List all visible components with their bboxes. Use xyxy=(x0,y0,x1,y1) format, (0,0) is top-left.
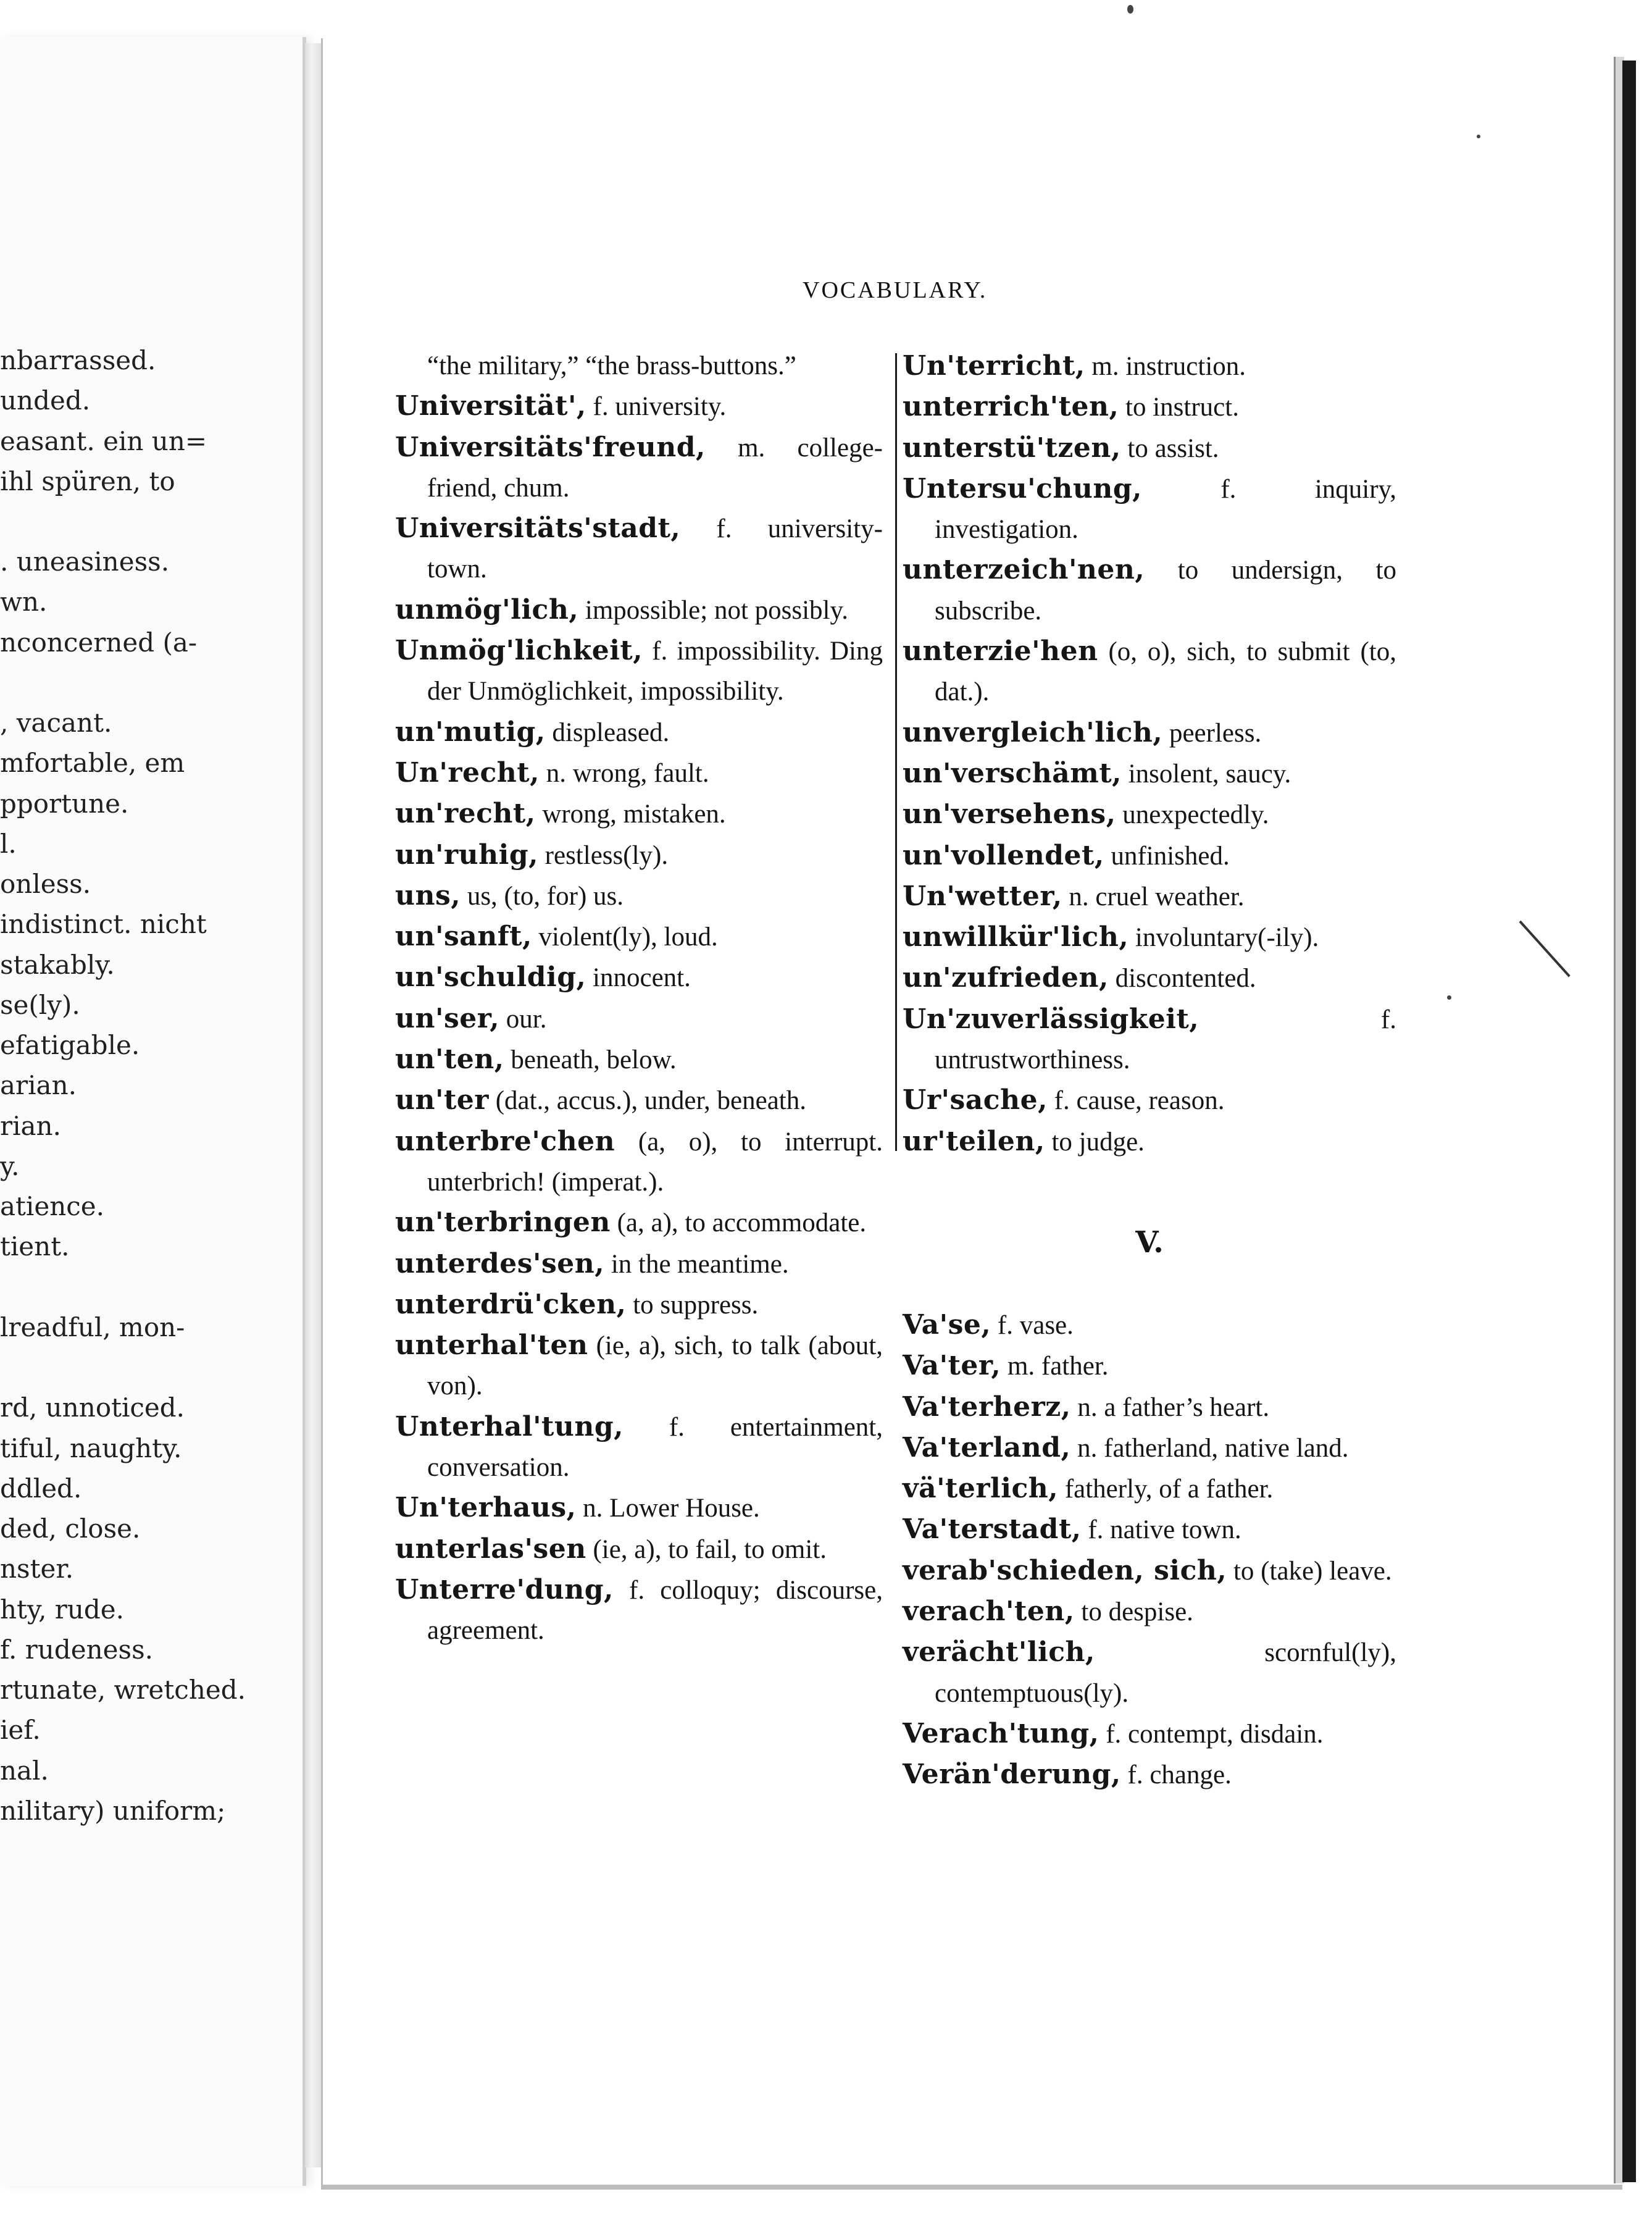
headword: un'vollendet, xyxy=(903,839,1104,871)
headword: Va'se, xyxy=(903,1308,991,1341)
definition: n. cruel weather. xyxy=(1062,882,1245,911)
definition: to (take) leave. xyxy=(1227,1556,1392,1586)
headword: un'versehens, xyxy=(903,798,1116,831)
prev-page-line: . uneasiness. xyxy=(0,546,170,577)
definition: unfinished. xyxy=(1104,841,1230,871)
vocab-entry xyxy=(903,1080,1396,1121)
definition: insolent, saucy. xyxy=(1121,759,1291,789)
vocab-entry xyxy=(903,1551,1396,1591)
vocab-entry xyxy=(903,1591,1396,1632)
definition: (ie, a), sich, to talk (about, von). xyxy=(427,1331,883,1401)
prev-page-line: indistinct. nicht xyxy=(0,909,207,939)
headword: Unmög'lichkeit, xyxy=(395,635,643,667)
definition: n. a father’s heart. xyxy=(1070,1392,1270,1422)
headword: Universitäts'stadt, xyxy=(395,513,681,545)
vocab-entry xyxy=(903,876,1396,917)
entries-v xyxy=(903,1305,1396,1796)
definition: m. father. xyxy=(1001,1352,1109,1381)
headword: unterdes'sen, xyxy=(395,1247,605,1279)
prev-page-line: y. xyxy=(0,1151,20,1181)
headword: Universitäts'freund, xyxy=(395,431,706,463)
definition: m. college-friend, chum. xyxy=(427,433,883,503)
definition: to despise. xyxy=(1074,1597,1193,1627)
vocab-entry xyxy=(903,1468,1396,1509)
definition: (o, o), sich, to submit (to, dat.). xyxy=(935,637,1396,707)
headword: Un'terricht, xyxy=(903,350,1085,382)
definition: f. impossibility. Ding der Unmöglichkeit, impossibility. xyxy=(427,637,883,706)
entries-u xyxy=(903,346,1396,1162)
vocab-entry xyxy=(395,1202,883,1243)
prev-page-line: se(ly). xyxy=(0,990,80,1020)
prev-page-line: easant. ein un= xyxy=(0,426,207,456)
vocab-entry xyxy=(395,753,883,793)
definition: f. native town. xyxy=(1081,1515,1241,1545)
vocab-entry xyxy=(903,550,1396,631)
prev-page-line: efatigable. xyxy=(0,1030,140,1060)
vocab-entry xyxy=(395,1039,883,1080)
scan-speck xyxy=(1447,995,1451,1000)
definition: f. university-town. xyxy=(427,514,883,584)
vocab-entry xyxy=(395,916,883,957)
prev-page-line: hty, rude. xyxy=(0,1594,124,1625)
vocab-entry xyxy=(903,1632,1396,1714)
definition: peerless. xyxy=(1162,718,1262,748)
scan-speck xyxy=(1477,135,1480,138)
headword: unterzeich'nen, xyxy=(903,554,1145,586)
vocab-entry xyxy=(395,957,883,998)
definition: to judge. xyxy=(1045,1127,1145,1157)
prev-page-line: rd, unnoticed. xyxy=(0,1392,185,1423)
definition: (a, a), to accommodate. xyxy=(610,1208,867,1238)
vocab-entry xyxy=(903,958,1396,998)
headword: unterhal'ten xyxy=(395,1329,588,1362)
prev-page-line: arian. xyxy=(0,1070,77,1100)
definition: n. Lower House. xyxy=(576,1494,760,1523)
prev-page-line: ihl spüren, to xyxy=(0,466,175,496)
definition: f. inquiry, investigation. xyxy=(935,474,1396,545)
headword: un'sanft, xyxy=(395,921,532,953)
vocab-entry xyxy=(903,1754,1396,1795)
definition: us, (to, for) us. xyxy=(461,881,624,911)
definition: f. untrustworthiness. xyxy=(935,1005,1396,1075)
vocab-entry xyxy=(903,999,1396,1081)
headword: un'ten, xyxy=(395,1044,504,1076)
prev-page-line: stakably. xyxy=(0,950,115,980)
headword: Un'terhaus, xyxy=(395,1492,577,1524)
vocab-entry xyxy=(395,712,883,753)
headword: Untersu'chung, xyxy=(903,472,1142,504)
vocab-entry xyxy=(395,835,883,876)
vocab-entry xyxy=(903,631,1396,713)
page-edge-shadow xyxy=(1622,61,1636,2182)
prev-page-line: nal. xyxy=(0,1756,49,1786)
headword: Ur'sache, xyxy=(903,1084,1048,1116)
definition: to suppress. xyxy=(626,1290,759,1320)
headword: un'recht, xyxy=(395,798,536,830)
definition: f. university. xyxy=(586,392,727,422)
definition: involuntary(-ily). xyxy=(1128,923,1319,953)
vocab-entry xyxy=(395,1570,883,1651)
prev-page-line: nbarrassed. xyxy=(0,345,156,375)
prev-page-line: pportune. xyxy=(0,789,129,819)
definition: f. change. xyxy=(1120,1760,1232,1790)
headword: unterbre'chen xyxy=(395,1125,615,1157)
headword: unvergleich'lich, xyxy=(903,716,1163,748)
prev-page-line: onless. xyxy=(0,869,91,899)
headword: Unterre'dung, xyxy=(395,1573,614,1605)
vocab-entry xyxy=(903,794,1396,835)
vocab-entry xyxy=(395,1244,883,1284)
vocab-entry xyxy=(903,469,1396,550)
vocab-entry xyxy=(903,1387,1396,1428)
definition: discontented. xyxy=(1108,964,1256,994)
definition: wrong, mistaken. xyxy=(535,800,726,829)
headword: Va'terstadt, xyxy=(903,1513,1082,1546)
prev-page-line: rtunate, wretched. xyxy=(0,1675,246,1705)
headword: un'ruhig, xyxy=(395,839,538,871)
book-gutter xyxy=(305,43,321,2167)
vocab-entry xyxy=(903,753,1396,794)
headword: un'terbringen xyxy=(395,1207,611,1239)
definition: impossible; not possibly. xyxy=(578,595,848,625)
vocab-entry xyxy=(395,998,883,1039)
definition: fatherly, of a father. xyxy=(1058,1475,1274,1504)
definition: f. entertainment, conversation. xyxy=(427,1412,883,1483)
section-letter-v: V. xyxy=(1135,1224,1164,1260)
vocab-entry xyxy=(395,1325,883,1407)
prev-page-line: l. xyxy=(0,829,17,859)
column-left xyxy=(395,346,883,1651)
headword: uns, xyxy=(395,879,461,911)
prev-page-line: lreadful, mon- xyxy=(0,1312,185,1342)
headword: Va'ter, xyxy=(903,1350,1001,1382)
definition: scornful(ly), contemptuous(ly). xyxy=(935,1638,1396,1708)
previous-page xyxy=(0,37,306,2186)
vocab-entry xyxy=(903,835,1396,876)
headword: verab'schieden, sich, xyxy=(903,1554,1227,1586)
prev-page-line: wn. xyxy=(0,587,48,617)
definition: f. vase. xyxy=(991,1310,1074,1340)
prev-page-line: nilitary) uniform; xyxy=(0,1796,226,1826)
headword: un'ser, xyxy=(395,1002,500,1034)
prev-page-line: f. rudeness. xyxy=(0,1634,153,1665)
headword: un'schuldig, xyxy=(395,961,586,994)
vocab-entry xyxy=(395,793,883,834)
vocab-entry xyxy=(395,630,883,712)
column-right xyxy=(903,346,1396,1796)
page-title: VOCABULARY. xyxy=(803,277,988,303)
headword: Unterhal'tung, xyxy=(395,1410,624,1442)
vocab-entry xyxy=(395,1529,883,1570)
vocab-entry xyxy=(395,346,883,386)
prev-page-line: nster. xyxy=(0,1554,74,1584)
prev-page-line: rian. xyxy=(0,1111,61,1141)
vocab-entry xyxy=(395,427,883,509)
definition: f. cause, reason. xyxy=(1047,1086,1225,1116)
headword: Va'terland, xyxy=(903,1431,1071,1463)
definition: “the military,” “the brass-buttons.” xyxy=(427,351,796,380)
column-divider xyxy=(895,353,897,1151)
vocab-entry xyxy=(395,590,883,630)
headword: unmög'lich, xyxy=(395,593,579,626)
prev-page-line: unded. xyxy=(0,385,91,416)
prev-page-line: ddled. xyxy=(0,1473,82,1504)
headword: unwillkür'lich, xyxy=(903,921,1129,953)
definition: restless(ly). xyxy=(538,840,669,870)
vocab-entry xyxy=(903,1305,1396,1345)
vocab-entry xyxy=(903,1714,1396,1754)
vocab-entry xyxy=(395,1080,883,1121)
prev-page-line: ief. xyxy=(0,1715,41,1745)
headword: Un'wetter, xyxy=(903,880,1062,912)
prev-page-line: atience. xyxy=(0,1191,104,1221)
vocab-entry xyxy=(903,1345,1396,1386)
definition: (ie, a), to fail, to omit. xyxy=(586,1534,827,1564)
headword: Un'zuverlässigkeit, xyxy=(903,1003,1199,1035)
definition: f. colloquy; discourse, agreement. xyxy=(427,1575,883,1646)
definition: to assist. xyxy=(1120,433,1219,463)
prev-page-line: nconcerned (a- xyxy=(0,627,198,658)
definition: violent(ly), loud. xyxy=(532,923,718,952)
headword: verach'ten, xyxy=(903,1596,1075,1628)
headword: unterstü'tzen, xyxy=(903,432,1121,464)
headword: Va'terherz, xyxy=(903,1391,1071,1423)
vocab-entry xyxy=(395,1121,883,1203)
headword: unterdrü'cken, xyxy=(395,1288,627,1320)
definition: in the meantime. xyxy=(604,1249,789,1279)
headword: Un'recht, xyxy=(395,756,540,789)
headword: Verän'derung, xyxy=(903,1759,1121,1791)
definition: innocent. xyxy=(586,963,691,993)
definition: m. instruction. xyxy=(1085,352,1246,381)
vocab-entry xyxy=(903,917,1396,958)
headword: un'mutig, xyxy=(395,716,546,748)
vocab-entry xyxy=(395,386,883,427)
vocab-entry xyxy=(903,428,1396,469)
headword: unterzie'hen xyxy=(903,635,1098,667)
prev-page-line: , vacant. xyxy=(0,708,112,738)
vocab-entry xyxy=(903,713,1396,753)
definition: f. contempt, disdain. xyxy=(1099,1719,1324,1749)
definition: our. xyxy=(499,1004,547,1034)
vocab-entry xyxy=(395,508,883,590)
headword: unterrich'ten, xyxy=(903,391,1119,423)
definition: n. fatherland, native land. xyxy=(1070,1433,1349,1463)
vocab-entry xyxy=(395,876,883,916)
vocab-entry xyxy=(903,1121,1396,1162)
vocab-entry xyxy=(903,1428,1396,1468)
vocab-entry xyxy=(903,1509,1396,1550)
headword: unterlas'sen xyxy=(395,1533,586,1565)
definition: (a, o), to interrupt. unterbrich! (imperat.). xyxy=(427,1127,883,1197)
definition: (dat., accus.), under, beneath. xyxy=(488,1086,807,1116)
prev-page-line: mfortable, em xyxy=(0,748,185,778)
prev-page-line: tiful, naughty. xyxy=(0,1433,182,1463)
definition: beneath, below. xyxy=(504,1045,677,1075)
definition: unexpectedly. xyxy=(1116,800,1269,830)
vocab-entry xyxy=(903,346,1396,387)
headword: un'ter xyxy=(395,1084,489,1116)
definition: to undersign, to subscribe. xyxy=(935,556,1396,626)
prev-page-line: tient. xyxy=(0,1231,70,1262)
prev-page-line: ded, close. xyxy=(0,1513,141,1544)
headword: Universität', xyxy=(395,390,586,422)
headword: un'verschämt, xyxy=(903,757,1122,789)
vocab-entry xyxy=(395,1407,883,1488)
headword: verächt'lich, xyxy=(903,1636,1095,1668)
vocab-entry xyxy=(395,1284,883,1325)
headword: Verach'tung, xyxy=(903,1717,1099,1749)
definition: to instruct. xyxy=(1119,393,1239,422)
scan-speck xyxy=(1127,5,1133,14)
definition: displeased. xyxy=(545,718,670,747)
vocab-entry xyxy=(395,1488,883,1528)
page-bottom-edge xyxy=(321,2185,1622,2190)
headword: ur'teilen, xyxy=(903,1125,1045,1157)
vocab-entry xyxy=(903,387,1396,427)
headword: un'zufrieden, xyxy=(903,962,1109,994)
headword: vä'terlich, xyxy=(903,1473,1059,1505)
definition: n. wrong, fault. xyxy=(539,758,709,788)
